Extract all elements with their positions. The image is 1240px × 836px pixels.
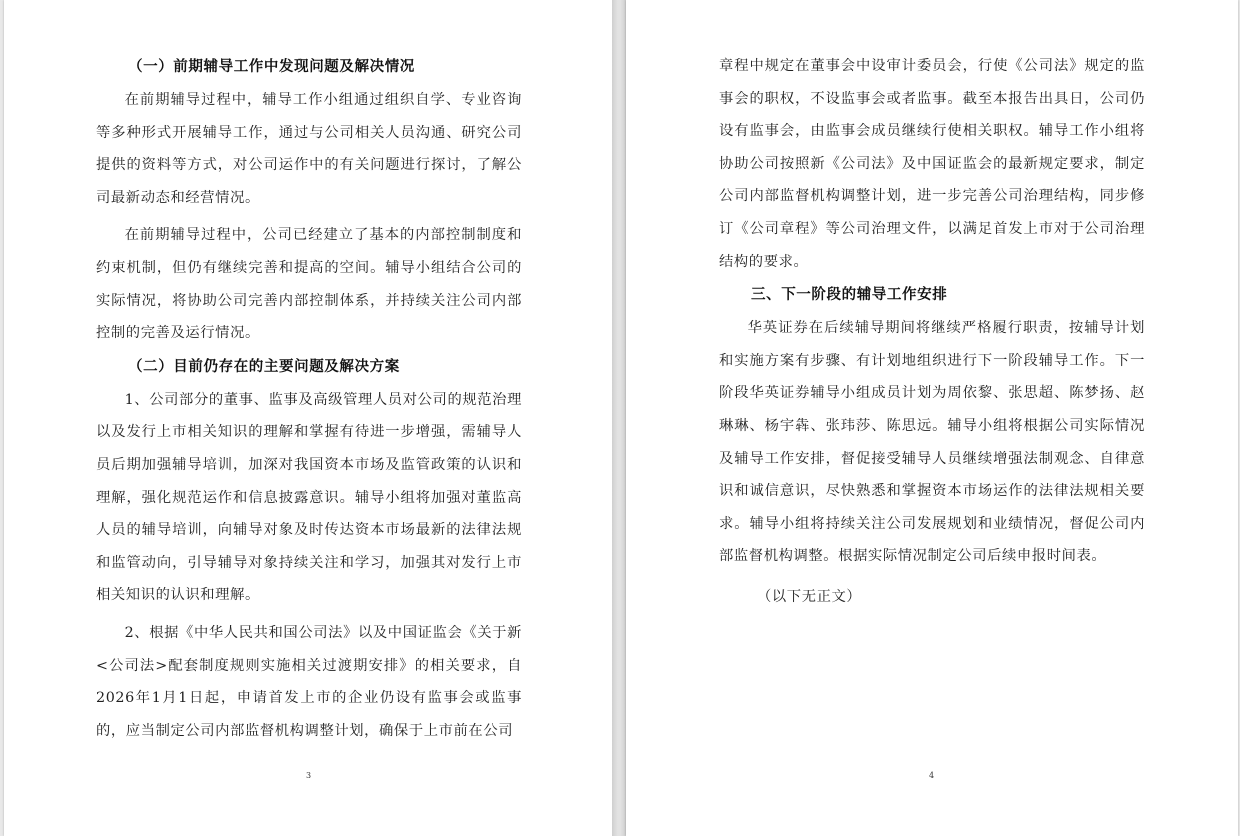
- page-content: [96, 50, 522, 747]
- page-separator: [612, 0, 626, 836]
- page-3: [4, 0, 612, 836]
- paragraph: 1、公司部分的董事、监事及高级管理人员对公司的规范治理以及发行上市相关知识的理解和掌握有待进一步增强，需辅导人员后期加强辅导培训，加深对我国资本市场及监管政策的认识和理解，强化规范运作和信息披露意识。辅导小组将加强对董监高人员的辅导培训，向辅导对象及时传达资本市场最新的法律法规和监管动向，引导辅导对象持续关注和学习，加强其对发行上市相关知识的认识和理解。: [96, 391, 522, 604]
- page-number: 4: [929, 771, 935, 780]
- page-4: [626, 0, 1238, 836]
- paragraph: 在前期辅导过程中，公司已经建立了基本的内部控制制度和约束机制，但仍有继续完善和提高的空间。辅导小组结合公司的实际情况，将协助公司完善内部控制体系，并持续关注公司内部控制的完善及运行情况。: [96, 227, 522, 342]
- end-note: （以下无正文）: [757, 588, 862, 605]
- section-heading: （一）前期辅导工作中发现问题及解决情况: [128, 58, 415, 75]
- page-number: 3: [306, 771, 312, 780]
- paragraph: 在前期辅导过程中，辅导工作小组通过组织自学、专业咨询等多种形式开展辅导工作，通过与公司相关人员沟通、研究公司提供的资料等方式，对公司运作中的有关问题进行探讨，了解公司最新动态和经营情况。: [96, 92, 522, 206]
- paragraph: 章程中规定在董事会中设审计委员会，行使《公司法》规定的监事会的职权，不设监事会或者监事。截至本报告出具日，公司仍设有监事会，由监事会成员继续行使相关职权。辅导工作小组将协助公司按照新《公司法》及中国证监会的最新规定要求，制定公司内部监督机构调整计划，进一步完善公司治理结构，同步修订《公司章程》等公司治理文件，以满足首发上市对于公司治理结构的要求。: [719, 58, 1145, 270]
- section-heading: （二）目前仍存在的主要问题及解决方案: [128, 357, 400, 375]
- paragraph: 2、根据《中华人民共和国公司法》以及中国证监会《关于新<公司法>配套制度规则实施相关过渡期安排》的相关要求，自2026年1月1日起，申请首发上市的企业仍设有监事会或监事的，应当制定公司内部监督机构调整计划，确保于上市前在公司: [96, 624, 522, 739]
- section-heading: 三、下一阶段的辅导工作安排: [751, 286, 948, 304]
- paragraph: 华英证券在后续辅导期间将继续严格履行职责，按辅导计划和实施方案有步骤、有计划地组织进行下一阶段辅导工作。下一阶段华英证券辅导小组成员计划为周依黎、张思超、陈梦扬、赵琳琳、杨宇犇、张玮莎、陈思远。辅导小组将根据公司实际情况及辅导工作安排，督促接受辅导人员继续增强法制观念、自律意识和诚信意识，尽快熟悉和掌握资本市场运作的法律法规相关要求。辅导小组将持续关注公司发展规划和业绩情况，督促公司内部监督机构调整。根据实际情况制定公司后续申报时间表。: [719, 320, 1145, 565]
- page-content: [719, 50, 1145, 614]
